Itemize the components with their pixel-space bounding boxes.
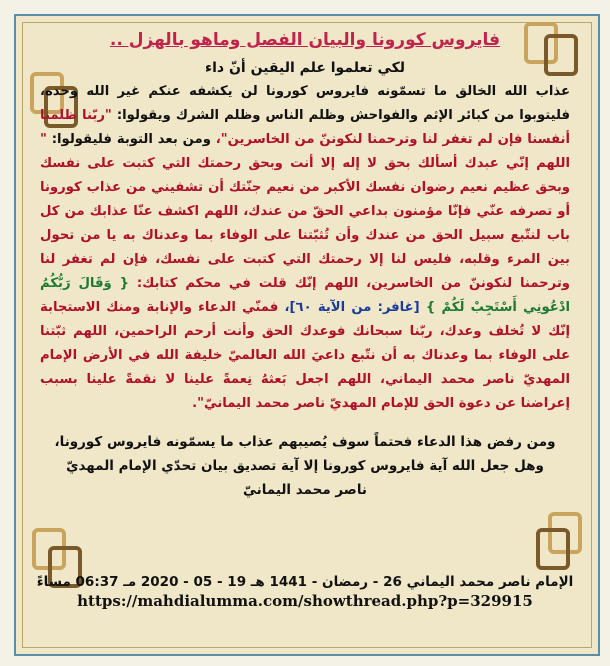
repentance-quote: "ربّنا ظلمنا أنفسنا فإن لم تغفر لنا وترحمنا لنكوننّ من الخاسرين"،	[40, 108, 571, 147]
intro-text: عذاب الله الخالق ما تسمّونه فايروس كورونا لن يكشفه عنكم غير الله وحده، فليتوبوا من كبائر الإثم والفواحش وظلم الناس وظلم الشرك ويقولوا:	[40, 84, 571, 123]
main-paragraph	[28, 80, 582, 416]
transition-text: ومن بعد التوبة فليقولوا:	[51, 132, 211, 147]
footer-link[interactable]: https://mahdialumma.com/showthread.php?p=329915	[77, 592, 533, 610]
footer	[30, 574, 580, 610]
prayer-quote: " اللهم إنّي عبدك أسألك بحق لا إله إلا أنت وبحق رحمتك التي كتبت على نفسك وبحق عظيم نعيم رضوان نفسك الأكبر من نعيم جنّتك أن تشفيني من عذاب كورونا أو تصرفه عنّي فإنّا مؤمنون بداعي الحقّ من عندك، اللهم اكشف عنّا عذابك من كل باب لنتّبع سبيل الحق من عندك وأن تُثبّتنا على الوفاء بما وعدناك به يا من تحول بين المرء وقلبه، فليس لنا إلا رحمتك التي كتبت على نفسك، فإن لم تغفر لنا وترحمنا لنكوننّ من الخاسرين، اللهم إنّك قلت في محكم كتابك:	[40, 132, 570, 291]
content-panel	[28, 22, 582, 612]
lead-line: لكي تعلموا علم اليقين أنّ داء	[204, 60, 406, 76]
quran-verse: { وَقَالَ رَبُّكُمُ ادْعُونِي أَسْتَجِبْ لَكُمْ }	[40, 276, 571, 315]
page-title: فايروس كورونا والبيان الفصل وماهو بالهزل ..	[109, 30, 501, 50]
footer-date: الإمام ناصر محمد اليماني 26 - رمضان - 1441 هـ 19 - 05 - 2020 مـ 06:37 مساءً	[36, 574, 574, 590]
closing-paragraph: ومن رفض هذا الدعاء فحتماً سوف يُصيبهم عذاب ما يسمّونه فايروس كورونا، وهل جعل الله آية فايروس كورونا إلا آية تصديق بيان تحدّي الإمام المهديّ ناصر محمد اليمانيّ	[54, 434, 556, 498]
prayer-quote-continued: فمنّي الدعاء والإنابة ومنك الاستجابة إنّك لا تُخلف وعدك، ربّنا سبحانك فوعدك الحق وأنت أرحم الراحمين، اللهم ثبّتنا على الوفاء بما وعدناك به أن نتّبع داعيَ الله العالميّ خليفة الله في الأرض الإمام المهديّ ناصر محمد اليماني، اللهم اجعل بَعثهُ نِعمةً علينا لا نقمةً علينا بسبب إعراضنا عن دعوة الحق للإمام المهديّ ناصر محمد اليمانيّ".	[40, 300, 570, 411]
verse-reference: [غافر: من الآية ٦٠]،	[284, 300, 420, 315]
